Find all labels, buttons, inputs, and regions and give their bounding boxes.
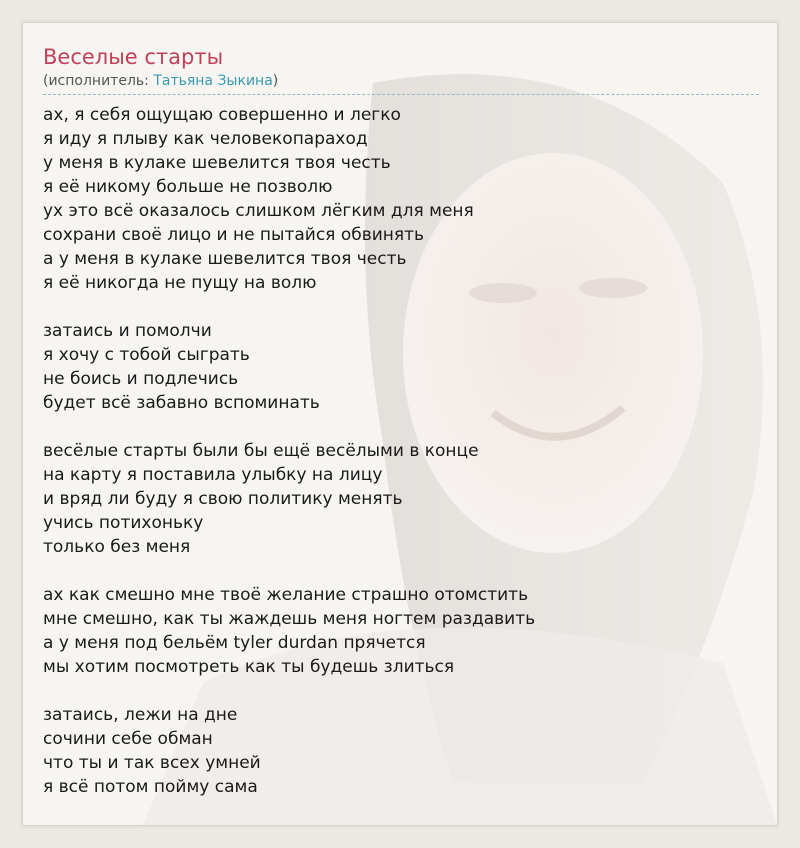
lyric-line: я хочу с тобой сыграть (43, 345, 250, 365)
lyric-line: сохрани своё лицо и не пытайся обвинять (43, 225, 425, 245)
lyric-line: я всё потом пойму сама (43, 777, 258, 797)
lyric-line: ух это всё оказалось слишком лёгким для меня (43, 201, 474, 221)
lyric-line: затаись, лежи на дне (43, 705, 238, 725)
lyric-line: что ты и так всех умней (43, 753, 261, 773)
lyric-line: а у меня под бельём tyler durdan прячется (43, 633, 426, 653)
subtitle-suffix: ) (272, 73, 279, 89)
lyric-line: ах, я себя ощущаю совершенно и легко (43, 105, 401, 125)
lyric-line: а у меня в кулаке шевелится твоя честь (43, 249, 407, 269)
lyrics-stanza-2 (43, 319, 759, 415)
lyric-line: учись потихоньку (43, 513, 204, 533)
lyric-line: на карту я поставила улыбку на лицу (43, 465, 383, 485)
lyrics-stanza-4 (43, 583, 759, 679)
lyric-line: мы хотим посмотреть как ты будешь злиться (43, 657, 455, 677)
lyric-line: сочини себе обман (43, 729, 213, 749)
lyric-line: и вряд ли буду я свою политику менять (43, 489, 403, 509)
song-subtitle (43, 71, 759, 95)
lyrics-stanza-5 (43, 703, 759, 799)
lyric-line: я её никому больше не позволю (43, 177, 333, 197)
lyric-line: я иду я плыву как человекопараход (43, 129, 368, 149)
lyrics-stanza-1 (43, 103, 759, 295)
lyrics-card (22, 22, 778, 826)
artist-link[interactable]: Татьяна Зыкина (153, 73, 273, 89)
lyric-line: затаись и помолчи (43, 321, 212, 341)
lyric-line: ах как смешно мне твоё желание страшно отомстить (43, 585, 529, 605)
lyrics-body (43, 103, 759, 799)
lyric-line: только без меня (43, 537, 191, 557)
song-content (43, 43, 759, 823)
lyric-line: у меня в кулаке шевелится твоя честь (43, 153, 391, 173)
lyric-line: не боись и подлечись (43, 369, 239, 389)
lyrics-stanza-3 (43, 439, 759, 559)
lyric-line: весёлые старты были бы ещё весёлыми в конце (43, 441, 479, 461)
lyric-line: будет всё забавно вспоминать (43, 393, 320, 413)
lyric-line: я её никогда не пущу на волю (43, 273, 317, 293)
song-title: Веселые старты (43, 45, 224, 69)
lyric-line: мне смешно, как ты жаждешь меня ногтем раздавить (43, 609, 536, 629)
subtitle-prefix: (исполнитель: (43, 73, 154, 89)
